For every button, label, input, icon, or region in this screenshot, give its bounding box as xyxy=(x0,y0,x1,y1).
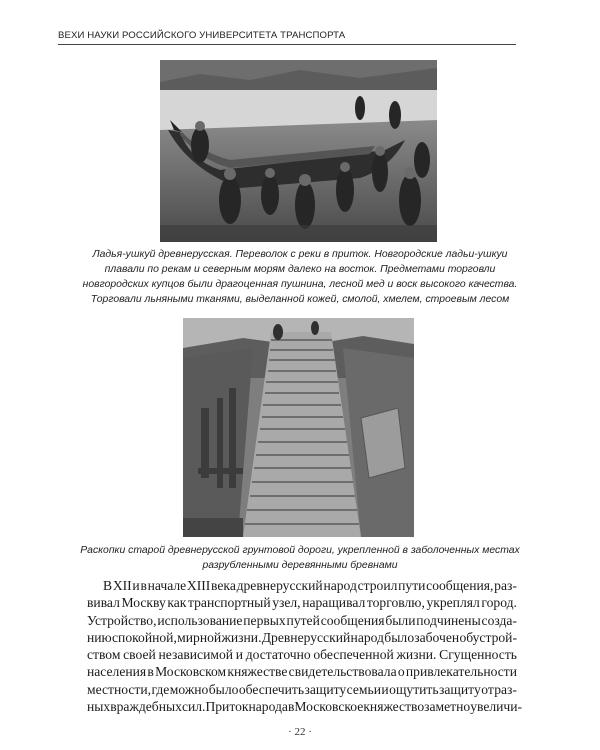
body-word: обеспеченной xyxy=(313,647,394,663)
caption-line: Ладья-ушкуй древнерусская. Переволок с реки в приток. Новгородские ладьи-ушкуи xyxy=(92,249,508,260)
body-word: где xyxy=(151,681,170,697)
body-line xyxy=(87,612,517,629)
body-word: можно xyxy=(169,681,209,697)
body-word: народ xyxy=(323,578,357,593)
body-word: узел, xyxy=(272,595,301,611)
body-word: населения xyxy=(87,664,147,680)
body-word: Приток xyxy=(205,699,249,715)
body-line xyxy=(87,663,517,680)
body-word: Московское xyxy=(294,699,364,715)
body-word: XII xyxy=(112,578,132,593)
body-word: местности, xyxy=(87,681,152,697)
body-word: века xyxy=(211,578,236,593)
body-word: как xyxy=(167,595,187,611)
body-word: и xyxy=(132,578,140,593)
body-word: первых xyxy=(243,612,286,628)
body-line xyxy=(87,698,523,715)
body-word: был xyxy=(384,629,408,645)
body-word: раз- xyxy=(494,578,517,593)
figure-2-caption xyxy=(60,543,540,573)
body-word: путей xyxy=(286,612,320,628)
body-word: и xyxy=(381,681,389,697)
body-paragraph xyxy=(87,577,523,715)
body-word: обеспечить xyxy=(238,681,305,697)
body-word: княжестве xyxy=(227,664,288,680)
body-word: защиту xyxy=(304,681,347,697)
body-word: Москву xyxy=(121,595,166,611)
body-word: заметно xyxy=(424,699,471,715)
body-word: в xyxy=(287,699,295,715)
body-word: привлекательности xyxy=(405,664,517,680)
body-word: ощутить xyxy=(389,681,439,697)
body-word: свидетельствовала xyxy=(288,664,397,680)
body-word: сил. xyxy=(181,699,206,715)
body-word: мирной xyxy=(177,629,222,645)
figure-1-caption xyxy=(60,247,540,307)
body-word: своей xyxy=(123,647,156,663)
body-word: подчинены xyxy=(416,612,481,628)
body-word: вивал xyxy=(87,595,120,611)
boat-portage-photo xyxy=(160,60,437,242)
body-word: торговлю, xyxy=(366,595,425,611)
body-word: В xyxy=(103,578,113,593)
body-word: княжество xyxy=(363,699,425,715)
body-word: защиту xyxy=(439,681,481,697)
body-word: озабочен xyxy=(407,629,460,645)
body-word: Сгущенность xyxy=(439,647,517,663)
body-word: увеличи- xyxy=(470,699,523,715)
page-number: · 22 · xyxy=(288,726,312,738)
log-road-excavation-photo xyxy=(183,318,414,537)
body-word: было xyxy=(208,681,239,697)
body-word: раз- xyxy=(494,681,517,697)
body-word: о xyxy=(397,664,405,680)
body-line xyxy=(87,594,517,611)
body-word: ных xyxy=(87,699,111,715)
body-word: укреплял xyxy=(426,595,480,611)
body-word: в xyxy=(140,578,147,593)
body-word: спокойной, xyxy=(112,629,177,645)
caption-line: новгородских купцов были драгоценная пушнина, лесной мед и воск высокого качества. xyxy=(82,279,518,290)
body-word: ством xyxy=(87,647,121,663)
body-line xyxy=(87,646,517,663)
body-word: начале xyxy=(147,578,187,593)
body-line xyxy=(87,681,517,698)
body-word: от xyxy=(481,681,494,697)
body-word: в xyxy=(147,664,154,680)
body-word: пути xyxy=(398,578,426,593)
body-word: жизни. xyxy=(221,629,262,645)
body-word: использование xyxy=(157,612,243,628)
caption-line: Раскопки старой древнерусской грунтовой дороги, укрепленной в заболоченных местах xyxy=(80,545,520,556)
body-word: народ xyxy=(350,629,384,645)
body-word: были xyxy=(385,612,416,628)
body-word: строил xyxy=(357,578,398,593)
body-word: XIII xyxy=(186,578,211,593)
body-word: независимой xyxy=(158,647,234,663)
body-word: сообщения xyxy=(320,612,385,628)
caption-line: Торговали льняными тканями, выделанной кожей, смолой, хмелем, строевым лесом xyxy=(90,294,510,305)
body-word: наращивал xyxy=(302,595,366,611)
body-word: транспортный xyxy=(188,595,271,611)
body-word: созда- xyxy=(481,612,517,628)
running-head: ВЕХИ НАУКИ РОССИЙСКОГО УНИВЕРСИТЕТА ТРАНСПОРТА xyxy=(58,30,346,41)
body-word: сообщения, xyxy=(426,578,494,593)
body-word: нию xyxy=(87,629,112,645)
caption-line: разрубленными деревянными бревнами xyxy=(202,560,398,571)
body-word: Московском xyxy=(155,664,227,680)
body-word: достаточно xyxy=(245,647,311,663)
body-line xyxy=(87,629,517,646)
body-word: народа xyxy=(248,699,288,715)
caption-line: плавали по рекам и северным морям далеко на восток. Предметами торговли xyxy=(104,264,496,275)
body-word: семьи xyxy=(346,681,381,697)
body-word: древнерусский xyxy=(236,578,323,593)
body-word: город. xyxy=(481,595,517,611)
body-line xyxy=(87,577,517,594)
body-word: и xyxy=(235,647,243,663)
header-rule xyxy=(58,44,516,45)
body-word: жизни. xyxy=(396,647,437,663)
body-word: Устройство, xyxy=(87,612,157,628)
body-word: Древнерусский xyxy=(261,629,351,645)
body-word: враждебных xyxy=(110,699,182,715)
body-word: обустрой- xyxy=(459,629,517,645)
